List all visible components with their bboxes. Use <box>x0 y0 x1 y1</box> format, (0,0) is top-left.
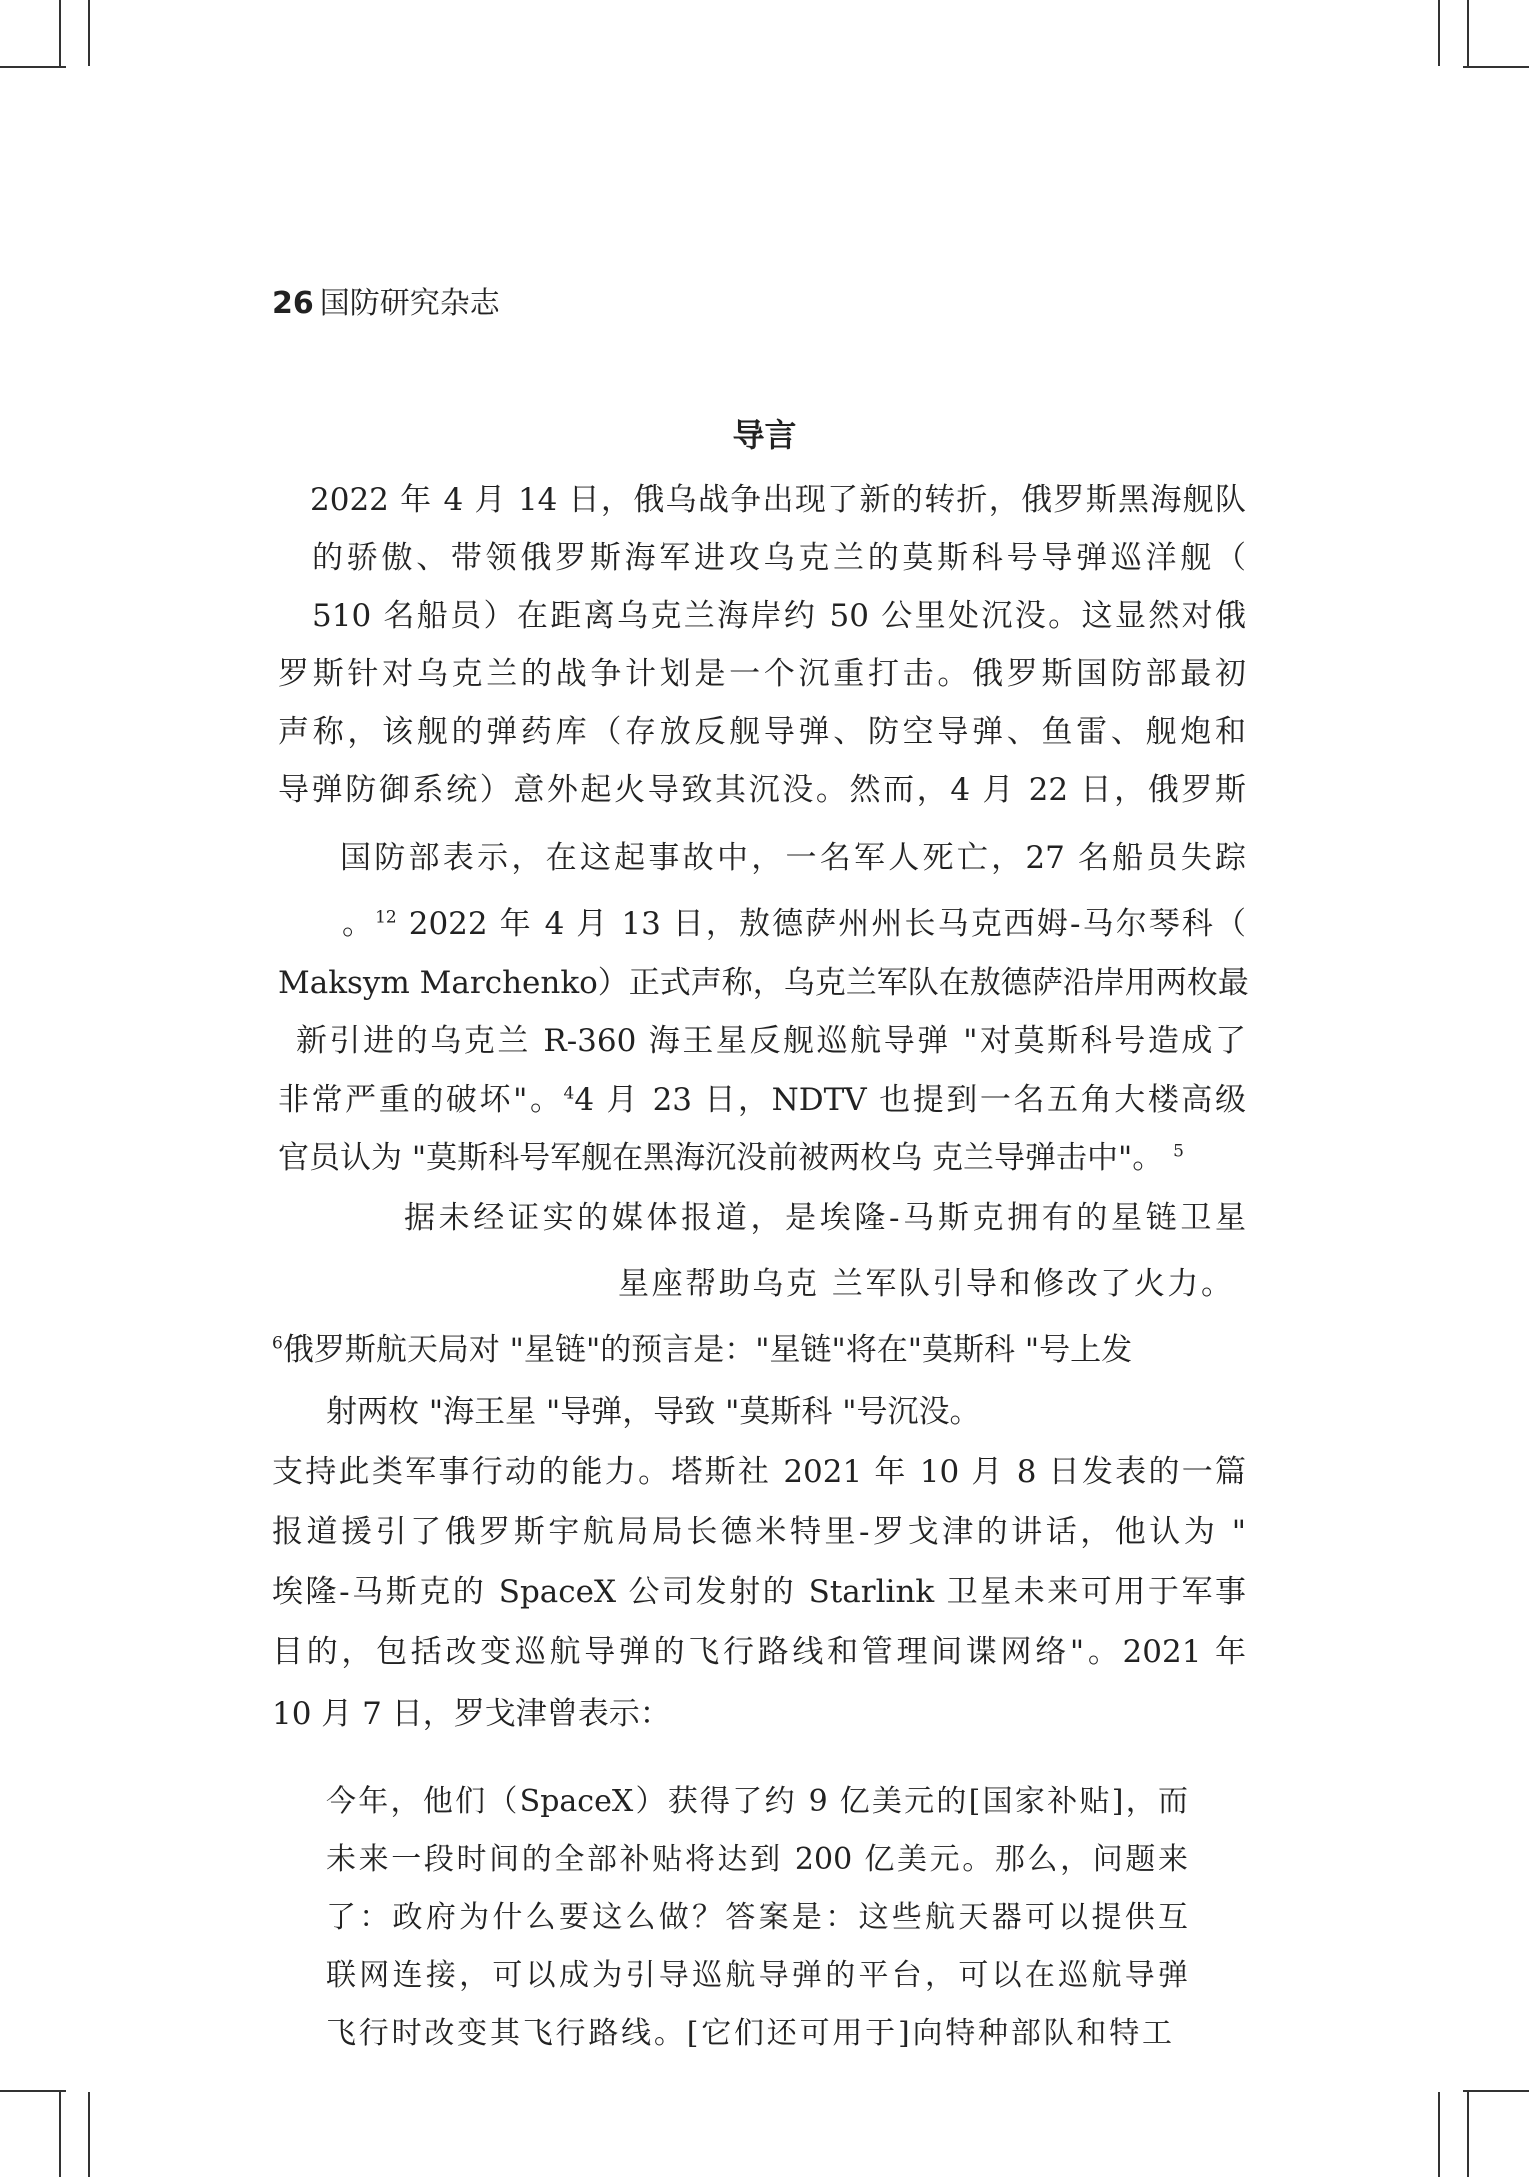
crop-mark-bl-v <box>59 2092 61 2177</box>
quote-line-4: 联网连接，可以成为引导巡航导弹的平台，可以在巡航导弹 <box>326 1958 1188 1993</box>
body-line-20: 目的，包括改变巡航导弹的飞行路线和管理间谍网络"。2021 年 <box>272 1634 1246 1670</box>
body-line-11 <box>278 1080 1246 1120</box>
page-number: 26 <box>272 286 314 321</box>
crop-mark-tl-v2 <box>88 0 90 66</box>
body-line-16: 射两枚 "海王星 "导弹，导致 "莫斯科 "号沉没。 <box>326 1394 981 1430</box>
body-line-17: 支持此类军事行动的能力。塔斯社 2021 年 10 月 8 日发表的一篇 <box>272 1454 1246 1490</box>
body-line-6: 导弹防御系统）意外起火导致其沉没。然而，4 月 22 日，俄罗斯 <box>278 772 1246 808</box>
crop-mark-tl-v <box>59 0 61 66</box>
body-line-11-b: 4 月 23 日，NDTV 也提到一名五角大楼高级 <box>574 1082 1246 1118</box>
crop-mark-br-h <box>1463 2090 1529 2092</box>
footnote-ref-6: 6 <box>272 1333 283 1354</box>
section-title: 导言 <box>732 416 797 454</box>
body-line-19: 埃隆-马斯克的 SpaceX 公司发射的 Starlink 卫星未来可用于军事 <box>272 1574 1246 1610</box>
quote-line-5: 飞行时改变其飞行路线。[它们还可用于]向特种部队和特工 <box>326 2016 1172 2051</box>
body-line-2: 的骄傲、带领俄罗斯海军进攻乌克兰的莫斯科号导弹巡洋舰（ <box>312 540 1246 576</box>
body-line-8: 。$^{12}$ 2022 年 4 月 13 日，敖德萨州州长马克西姆-马尔琴科（ <box>342 906 1247 942</box>
journal-title: 国防研究杂志 <box>319 286 500 321</box>
body-line-13: 据未经证实的媒体报道，是埃隆-马斯克拥有的星链卫星 <box>404 1200 1246 1236</box>
body-line-18: 报道援引了俄罗斯宇航局局长德米特里-罗戈津的讲话，他认为 " <box>272 1514 1246 1550</box>
body-line-11-a: 非常严重的破坏"。 <box>278 1082 564 1118</box>
quote-line-3: 了：政府为什么要这么做？答案是：这些航天器可以提供互 <box>326 1900 1188 1935</box>
quote-line-2: 未来一段时间的全部补贴将达到 200 亿美元。那么，问题来 <box>326 1842 1188 1877</box>
body-line-12 <box>278 1138 1263 1178</box>
body-line-15 <box>272 1330 1246 1370</box>
body-line-15-text: 俄罗斯航天局对 "星链"的预言是："星链"将在"莫斯科 "号上发 <box>282 1332 1133 1368</box>
body-line-7: 国防部表示，在这起事故中，一名军人死亡，27 名船员失踪 <box>340 840 1246 876</box>
body-line-5: 声称，该舰的弹药库（存放反舰导弹、防空导弹、鱼雷、舰炮和 <box>278 714 1246 750</box>
body-line-12-text: 官员认为 "莫斯科号军舰在黑海沉没前被两枚乌 克兰导弹击中"。 <box>278 1140 1164 1176</box>
body-line-14: 星座帮助乌克 兰军队引导和修改了火力。 <box>618 1266 1232 1302</box>
crop-mark-bl-h <box>0 2090 66 2092</box>
body-line-4: 罗斯针对乌克兰的战争计划是一个沉重打击。俄罗斯国防部最初 <box>278 656 1246 692</box>
footnote-ref-5: 5 <box>1173 1141 1184 1162</box>
body-line-8-text: 2022 年 4 月 13 日，敖德萨州州长马克西姆-马尔琴科（ <box>408 906 1247 942</box>
crop-mark-tr-h <box>1463 66 1529 68</box>
body-line-10: 新引进的乌克兰 R-360 海王星反舰巡航导弹 "对莫斯科号造成了 <box>296 1023 1246 1059</box>
crop-mark-br-v2 <box>1467 2092 1469 2177</box>
crop-mark-tl-h <box>0 66 66 68</box>
footnote-ref-4: 4 <box>563 1083 575 1104</box>
crop-mark-tr-v <box>1438 0 1440 66</box>
crop-mark-br-v <box>1438 2092 1440 2177</box>
footnote-ref-12: 12 <box>375 907 397 928</box>
body-line-3: 510 名船员）在距离乌克兰海岸约 50 公里处沉没。这显然对俄 <box>312 598 1246 634</box>
body-line-1: 2022 年 4 月 14 日，俄乌战争出现了新的转折，俄罗斯黑海舰队 <box>310 482 1246 518</box>
crop-mark-bl-v2 <box>88 2092 90 2177</box>
quote-line-1: 今年，他们（SpaceX）获得了约 9 亿美元的[国家补贴]，而 <box>326 1784 1188 1819</box>
body-line-21: 10 月 7 日，罗戈津曾表示： <box>272 1696 671 1732</box>
body-line-9: Maksym Marchenko）正式声称，乌克兰军队在敖德萨沿岸用两枚最 <box>278 965 1249 1001</box>
crop-mark-tr-v2 <box>1467 0 1469 66</box>
running-header <box>272 278 500 322</box>
